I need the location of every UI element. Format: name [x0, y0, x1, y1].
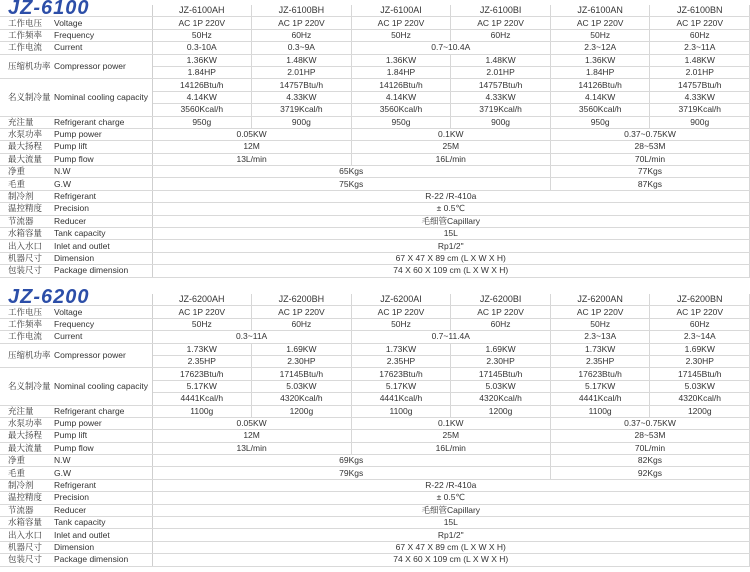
- row-label-en: Frequency: [52, 29, 152, 41]
- value-cell: 0.05KW: [152, 128, 351, 140]
- value-cell: ± 0.5℃: [152, 203, 750, 215]
- value-cell: 0.3-10A: [152, 42, 252, 54]
- value-cell: 17623Btu/h: [152, 368, 252, 380]
- value-cell: 14126Btu/h: [152, 79, 252, 91]
- value-cell: 60Hz: [451, 318, 551, 330]
- value-cell: 3719Kcal/h: [252, 104, 352, 116]
- row-label-en: Reducer: [52, 504, 152, 516]
- value-cell: 17145Btu/h: [650, 368, 750, 380]
- value-cell: AC 1P 220V: [252, 306, 352, 318]
- row-label-zh: 节流器: [0, 504, 52, 516]
- value-cell: 16L/min: [351, 442, 550, 454]
- table-row-gw: [0, 178, 750, 190]
- value-cell: 3560Kcal/h: [152, 104, 252, 116]
- value-cell: 60Hz: [451, 29, 551, 41]
- table-row-pumplift: [0, 430, 750, 442]
- value-cell: 0.7~11.4A: [351, 331, 550, 343]
- row-label-zh: 最大流量: [0, 153, 52, 165]
- value-cell: 1.84HP: [550, 66, 650, 78]
- value-cell: 4441Kcal/h: [550, 393, 650, 405]
- value-cell: 70L/min: [550, 442, 749, 454]
- row-label-en: N.W: [52, 455, 152, 467]
- row-label-en: Current: [52, 331, 152, 343]
- row-label-en: Voltage: [52, 306, 152, 318]
- value-cell: 14757Btu/h: [650, 79, 750, 91]
- value-cell: 2.3~11A: [650, 42, 750, 54]
- value-cell: 3560Kcal/h: [351, 104, 451, 116]
- value-cell: 92Kgs: [550, 467, 749, 479]
- row-label-en: Pump lift: [52, 430, 152, 442]
- value-cell: 60Hz: [252, 318, 352, 330]
- value-cell: 950g: [351, 116, 451, 128]
- value-cell: 15L: [152, 517, 750, 529]
- table-row-pumpflow: [0, 442, 750, 454]
- model-cell: JZ-6200BN: [650, 294, 750, 306]
- value-cell: 毛细管Capillary: [152, 215, 750, 227]
- row-label-zh: 压缩机功率: [0, 343, 52, 368]
- row-label-zh: 出入水口: [0, 529, 52, 541]
- value-cell: 50Hz: [152, 29, 252, 41]
- value-cell: ± 0.5℃: [152, 492, 750, 504]
- value-cell: 75Kgs: [152, 178, 550, 190]
- value-cell: 12M: [152, 430, 351, 442]
- row-label-en: Precision: [52, 492, 152, 504]
- value-cell: 毛细管Capillary: [152, 504, 750, 516]
- value-cell: 14757Btu/h: [451, 79, 551, 91]
- value-cell: 1200g: [650, 405, 750, 417]
- row-label-en: Voltage: [52, 17, 152, 29]
- value-cell: 950g: [152, 116, 252, 128]
- table-row-pumpflow: [0, 153, 750, 165]
- value-cell: 1.36KW: [152, 54, 252, 66]
- table-row-models: [0, 5, 750, 17]
- value-cell: 1.73KW: [152, 343, 252, 355]
- value-cell: 3560Kcal/h: [550, 104, 650, 116]
- row-label-zh: 净重: [0, 455, 52, 467]
- table-row-voltage: [0, 306, 750, 318]
- row-label-en: Reducer: [52, 215, 152, 227]
- row-label-en: Compressor power: [52, 54, 152, 79]
- value-cell: 1100g: [152, 405, 252, 417]
- row-label-zh: 最大流量: [0, 442, 52, 454]
- row-label-en: Refrigerant charge: [52, 405, 152, 417]
- row-label-en: Dimension: [52, 252, 152, 264]
- value-cell: AC 1P 220V: [451, 306, 551, 318]
- model-cell: JZ-6200AI: [351, 294, 451, 306]
- value-cell: 50Hz: [351, 29, 451, 41]
- table-row-inlet: [0, 529, 750, 541]
- row-label-en: Nominal cooling capacity: [52, 79, 152, 116]
- value-cell: AC 1P 220V: [451, 17, 551, 29]
- row-label-en: G.W: [52, 178, 152, 190]
- value-cell: 17623Btu/h: [550, 368, 650, 380]
- value-cell: AC 1P 220V: [550, 17, 650, 29]
- row-label-en: Tank capacity: [52, 517, 152, 529]
- row-label-zh: 充注量: [0, 405, 52, 417]
- row-label-en: N.W: [52, 166, 152, 178]
- value-cell: 1.69KW: [650, 343, 750, 355]
- value-cell: 2.35HP: [550, 355, 650, 367]
- value-cell: 60Hz: [650, 318, 750, 330]
- value-cell: 4.14KW: [152, 91, 252, 103]
- value-cell: 69Kgs: [152, 455, 550, 467]
- value-cell: 5.03KW: [451, 380, 551, 392]
- value-cell: 3719Kcal/h: [451, 104, 551, 116]
- value-cell: 60Hz: [252, 29, 352, 41]
- value-cell: 2.30HP: [451, 355, 551, 367]
- value-cell: 65Kgs: [152, 166, 550, 178]
- value-cell: 1200g: [451, 405, 551, 417]
- row-label-zh: 压缩机功率: [0, 54, 52, 79]
- value-cell: 79Kgs: [152, 467, 550, 479]
- row-label-en: Package dimension: [52, 265, 152, 277]
- row-label-zh: 名义制冷量: [0, 79, 52, 116]
- value-cell: 2.3~14A: [650, 331, 750, 343]
- value-cell: 1100g: [550, 405, 650, 417]
- row-label-en: Nominal cooling capacity: [52, 368, 152, 405]
- table-row-refrigerant: [0, 190, 750, 202]
- table-row-nw: [0, 455, 750, 467]
- row-label-zh: 水泵功率: [0, 128, 52, 140]
- value-cell: 14126Btu/h: [550, 79, 650, 91]
- table-row-refrigerant: [0, 479, 750, 491]
- value-cell: 2.35HP: [351, 355, 451, 367]
- value-cell: R-22 /R-410a: [152, 190, 750, 202]
- section-title: JZ-6200: [8, 286, 90, 308]
- table-row-dimension: [0, 541, 750, 553]
- value-cell: 50Hz: [152, 318, 252, 330]
- value-cell: 1100g: [351, 405, 451, 417]
- row-label-en: Tank capacity: [52, 228, 152, 240]
- table-row-dimension: [0, 252, 750, 264]
- value-cell: 77Kgs: [550, 166, 749, 178]
- model-cell: JZ-6100AI: [351, 5, 451, 17]
- value-cell: 13L/min: [152, 153, 351, 165]
- model-cell: JZ-6200AN: [550, 294, 650, 306]
- table-row-cooling-btu: [0, 368, 750, 380]
- value-cell: AC 1P 220V: [550, 306, 650, 318]
- value-cell: 17145Btu/h: [252, 368, 352, 380]
- row-label-zh: 工作频率: [0, 318, 52, 330]
- value-cell: 15L: [152, 228, 750, 240]
- value-cell: AC 1P 220V: [152, 17, 252, 29]
- value-cell: Rp1/2": [152, 529, 750, 541]
- value-cell: 17145Btu/h: [451, 368, 551, 380]
- table-row-package: [0, 554, 750, 566]
- value-cell: 4.33KW: [650, 91, 750, 103]
- model-cell: JZ-6100BH: [252, 5, 352, 17]
- value-cell: 1.36KW: [351, 54, 451, 66]
- value-cell: Rp1/2": [152, 240, 750, 252]
- table-row-models: [0, 294, 750, 306]
- model-cell: JZ-6100AH: [152, 5, 252, 17]
- row-label-en: Pump power: [52, 128, 152, 140]
- value-cell: 70L/min: [550, 153, 749, 165]
- value-cell: 950g: [550, 116, 650, 128]
- row-label-zh: 毛重: [0, 467, 52, 479]
- value-cell: 3719Kcal/h: [650, 104, 750, 116]
- table-row-package: [0, 265, 750, 277]
- row-label-en: Current: [52, 42, 152, 54]
- spec-table: [0, 294, 750, 567]
- value-cell: 0.1KW: [351, 417, 550, 429]
- row-label-zh: 温控精度: [0, 492, 52, 504]
- value-cell: 1.69KW: [451, 343, 551, 355]
- value-cell: AC 1P 220V: [650, 17, 750, 29]
- value-cell: 28~53M: [550, 430, 749, 442]
- model-cell: JZ-6100BN: [650, 5, 750, 17]
- value-cell: 1.48KW: [650, 54, 750, 66]
- value-cell: 67 X 47 X 89 cm (L X W X H): [152, 541, 750, 553]
- value-cell: 4320Kcal/h: [451, 393, 551, 405]
- value-cell: 1.69KW: [252, 343, 352, 355]
- value-cell: 13L/min: [152, 442, 351, 454]
- value-cell: AC 1P 220V: [152, 306, 252, 318]
- table-row-compressor-kw: [0, 54, 750, 66]
- model-cell: JZ-6200BH: [252, 294, 352, 306]
- table-row-tank: [0, 517, 750, 529]
- row-label-en: Precision: [52, 203, 152, 215]
- value-cell: 0.1KW: [351, 128, 550, 140]
- value-cell: 1.36KW: [550, 54, 650, 66]
- row-label-en: Refrigerant charge: [52, 116, 152, 128]
- row-label-en: Compressor power: [52, 343, 152, 368]
- value-cell: 4441Kcal/h: [351, 393, 451, 405]
- value-cell: 5.17KW: [152, 380, 252, 392]
- value-cell: 25M: [351, 141, 550, 153]
- table-row-pumplift: [0, 141, 750, 153]
- row-label-zh: 名义制冷量: [0, 368, 52, 405]
- value-cell: AC 1P 220V: [351, 17, 451, 29]
- model-cell: JZ-6100AN: [550, 5, 650, 17]
- value-cell: 1.48KW: [252, 54, 352, 66]
- value-cell: 2.3~12A: [550, 42, 650, 54]
- value-cell: 2.01HP: [650, 66, 750, 78]
- row-label-zh: 最大扬程: [0, 141, 52, 153]
- value-cell: 0.3~9A: [252, 42, 352, 54]
- row-label-en: G.W: [52, 467, 152, 479]
- value-cell: 67 X 47 X 89 cm (L X W X H): [152, 252, 750, 264]
- value-cell: 16L/min: [351, 153, 550, 165]
- row-label-en: Pump flow: [52, 153, 152, 165]
- value-cell: 4.14KW: [351, 91, 451, 103]
- value-cell: 4.33KW: [252, 91, 352, 103]
- table-row-reducer: [0, 504, 750, 516]
- value-cell: 2.3~13A: [550, 331, 650, 343]
- table-row-current: [0, 42, 750, 54]
- table-row-precision: [0, 203, 750, 215]
- value-cell: 1.48KW: [451, 54, 551, 66]
- row-label-zh: 制冷剂: [0, 190, 52, 202]
- row-label-en: Refrigerant: [52, 479, 152, 491]
- row-label-zh: 制冷剂: [0, 479, 52, 491]
- value-cell: 74 X 60 X 109 cm (L X W X H): [152, 554, 750, 566]
- row-label-en: Inlet and outlet: [52, 529, 152, 541]
- value-cell: 900g: [451, 116, 551, 128]
- row-label-zh: 节流器: [0, 215, 52, 227]
- row-label-zh: 包装尺寸: [0, 554, 52, 566]
- row-label-zh: 毛重: [0, 178, 52, 190]
- value-cell: AC 1P 220V: [650, 306, 750, 318]
- row-label-zh: 工作频率: [0, 29, 52, 41]
- row-label-zh: 温控精度: [0, 203, 52, 215]
- spec-table: [0, 5, 750, 278]
- row-label-en: Pump flow: [52, 442, 152, 454]
- value-cell: 1.73KW: [351, 343, 451, 355]
- table-row-refcharge: [0, 116, 750, 128]
- value-cell: 5.17KW: [550, 380, 650, 392]
- value-cell: 900g: [650, 116, 750, 128]
- value-cell: 5.03KW: [650, 380, 750, 392]
- row-label-zh: 水箱容量: [0, 228, 52, 240]
- table-row-refcharge: [0, 405, 750, 417]
- row-label-en: Refrigerant: [52, 190, 152, 202]
- value-cell: 2.30HP: [252, 355, 352, 367]
- value-cell: 900g: [252, 116, 352, 128]
- row-label-zh: 水泵功率: [0, 417, 52, 429]
- value-cell: 2.30HP: [650, 355, 750, 367]
- table-row-precision: [0, 492, 750, 504]
- section-title: JZ-6100: [8, 0, 90, 19]
- value-cell: 12M: [152, 141, 351, 153]
- value-cell: 2.01HP: [252, 66, 352, 78]
- value-cell: 28~53M: [550, 141, 749, 153]
- table-row-reducer: [0, 215, 750, 227]
- value-cell: 5.17KW: [351, 380, 451, 392]
- row-label-zh: 净重: [0, 166, 52, 178]
- value-cell: 0.37~0.75KW: [550, 128, 749, 140]
- value-cell: 60Hz: [650, 29, 750, 41]
- value-cell: AC 1P 220V: [252, 17, 352, 29]
- value-cell: 50Hz: [351, 318, 451, 330]
- value-cell: 50Hz: [550, 318, 650, 330]
- value-cell: AC 1P 220V: [351, 306, 451, 318]
- value-cell: 1200g: [252, 405, 352, 417]
- row-label-zh: 充注量: [0, 116, 52, 128]
- value-cell: 4320Kcal/h: [252, 393, 352, 405]
- table-row-inlet: [0, 240, 750, 252]
- value-cell: 17623Btu/h: [351, 368, 451, 380]
- value-cell: 4.33KW: [451, 91, 551, 103]
- value-cell: 1.84HP: [351, 66, 451, 78]
- table-row-tank: [0, 228, 750, 240]
- value-cell: 14757Btu/h: [252, 79, 352, 91]
- value-cell: 2.35HP: [152, 355, 252, 367]
- table-row-voltage: [0, 17, 750, 29]
- row-label-zh: 工作电流: [0, 331, 52, 343]
- value-cell: 4320Kcal/h: [650, 393, 750, 405]
- row-label-zh: 工作电流: [0, 42, 52, 54]
- row-label-zh: 包装尺寸: [0, 265, 52, 277]
- value-cell: 0.37~0.75KW: [550, 417, 749, 429]
- row-label-zh: 机器尺寸: [0, 541, 52, 553]
- value-cell: R-22 /R-410a: [152, 479, 750, 491]
- value-cell: 4441Kcal/h: [152, 393, 252, 405]
- table-row-gw: [0, 467, 750, 479]
- value-cell: 2.01HP: [451, 66, 551, 78]
- value-cell: 14126Btu/h: [351, 79, 451, 91]
- row-label-zh: 工作电压: [0, 17, 52, 29]
- row-label-en: Dimension: [52, 541, 152, 553]
- row-label-zh: 出入水口: [0, 240, 52, 252]
- table-row-frequency: [0, 29, 750, 41]
- table-row-compressor-kw: [0, 343, 750, 355]
- model-cell: JZ-6200AH: [152, 294, 252, 306]
- value-cell: 0.05KW: [152, 417, 351, 429]
- value-cell: 50Hz: [550, 29, 650, 41]
- value-cell: 1.73KW: [550, 343, 650, 355]
- value-cell: 25M: [351, 430, 550, 442]
- row-label-zh: 水箱容量: [0, 517, 52, 529]
- row-label-en: Inlet and outlet: [52, 240, 152, 252]
- value-cell: 82Kgs: [550, 455, 749, 467]
- row-label-en: Package dimension: [52, 554, 152, 566]
- row-label-zh: 机器尺寸: [0, 252, 52, 264]
- model-cell: JZ-6200BI: [451, 294, 551, 306]
- row-label-en: Pump lift: [52, 141, 152, 153]
- table-row-frequency: [0, 318, 750, 330]
- value-cell: 0.7~10.4A: [351, 42, 550, 54]
- table-row-current: [0, 331, 750, 343]
- table-row-pumppower: [0, 417, 750, 429]
- table-row-nw: [0, 166, 750, 178]
- value-cell: 4.14KW: [550, 91, 650, 103]
- value-cell: 87Kgs: [550, 178, 749, 190]
- value-cell: 5.03KW: [252, 380, 352, 392]
- value-cell: 0.3~11A: [152, 331, 351, 343]
- row-label-zh: 工作电压: [0, 306, 52, 318]
- table-row-cooling-btu: [0, 79, 750, 91]
- table-row-pumppower: [0, 128, 750, 140]
- row-label-en: Frequency: [52, 318, 152, 330]
- model-cell: JZ-6100BI: [451, 5, 551, 17]
- value-cell: 1.84HP: [152, 66, 252, 78]
- value-cell: 74 X 60 X 109 cm (L X W X H): [152, 265, 750, 277]
- row-label-zh: 最大扬程: [0, 430, 52, 442]
- row-label-en: Pump power: [52, 417, 152, 429]
